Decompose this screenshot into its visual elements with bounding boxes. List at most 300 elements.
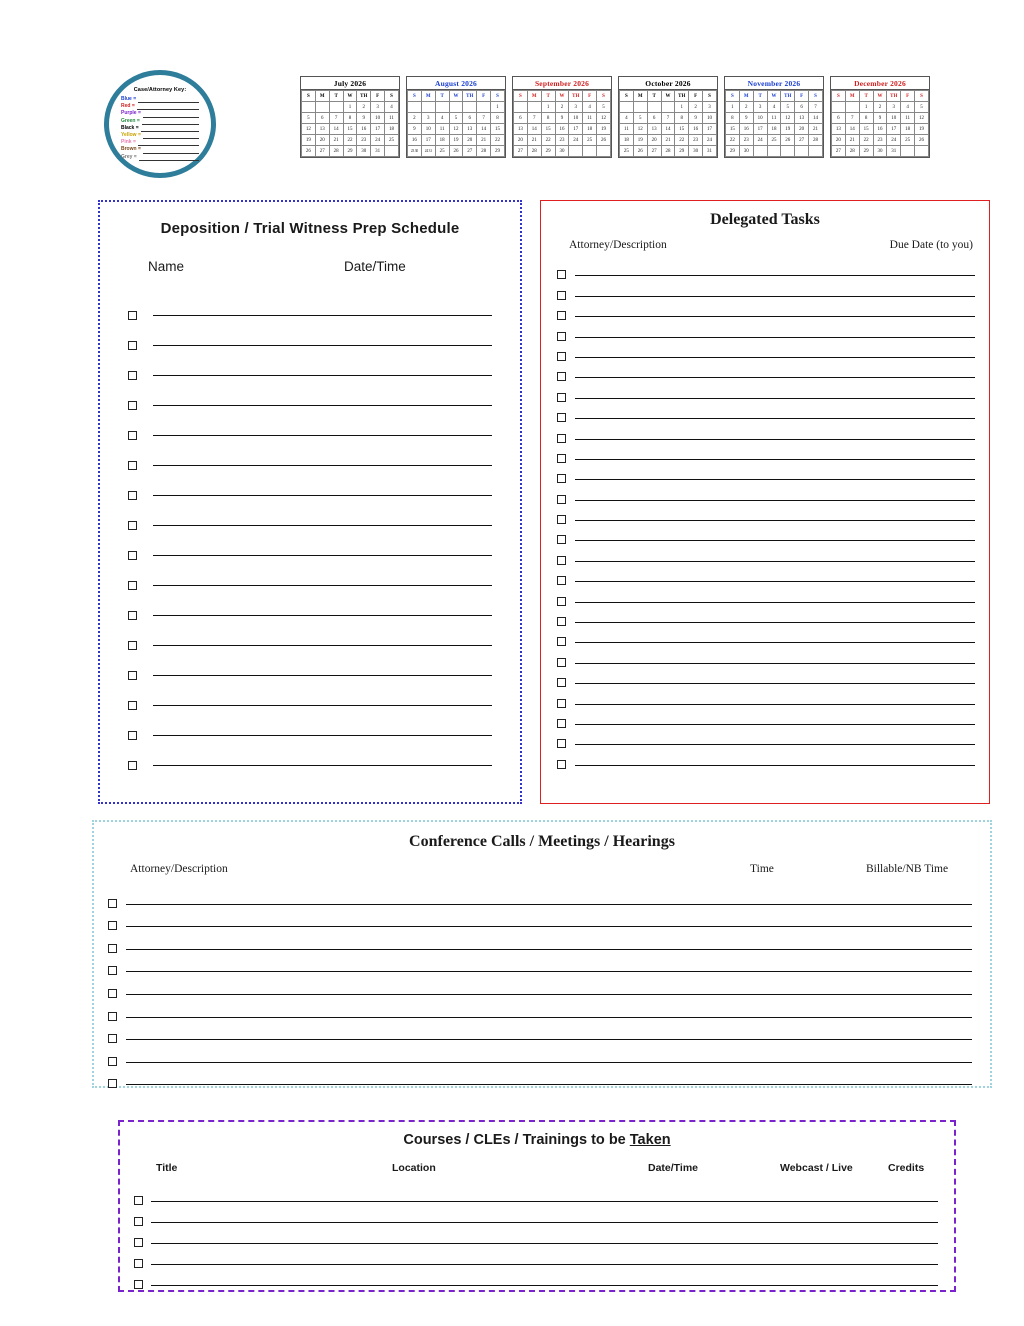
calendar-day-cell[interactable]: 30 — [873, 146, 887, 157]
write-in-line[interactable] — [126, 1062, 972, 1063]
calendar-day-cell[interactable] — [421, 102, 435, 113]
calendar-day-cell[interactable]: 25 — [901, 135, 915, 146]
checkbox[interactable] — [128, 311, 137, 320]
calendar-day-cell[interactable] — [753, 146, 767, 157]
calendar-day-cell[interactable]: 2 — [357, 102, 371, 113]
checkbox[interactable] — [557, 637, 566, 646]
checkbox[interactable] — [108, 1057, 117, 1066]
calendar-day-cell[interactable] — [449, 102, 463, 113]
calendar-day-cell[interactable] — [901, 146, 915, 157]
calendar-day-cell[interactable]: 1 — [541, 102, 555, 113]
calendar-day-cell[interactable]: 26 — [633, 146, 647, 157]
checkbox[interactable] — [557, 597, 566, 606]
calendar-day-cell[interactable]: 6 — [647, 113, 661, 124]
calendar-day-cell[interactable]: 23 — [357, 135, 371, 146]
write-in-line[interactable] — [575, 765, 975, 766]
write-in-line[interactable] — [575, 704, 975, 705]
write-in-line[interactable] — [575, 622, 975, 623]
calendar-day-cell[interactable]: 7 — [527, 113, 541, 124]
calendar-day-cell[interactable]: 29 — [491, 146, 505, 157]
write-in-line[interactable] — [153, 555, 492, 556]
calendar-day-cell[interactable]: 29 — [541, 146, 555, 157]
calendar-day-cell[interactable]: 16 — [689, 124, 703, 135]
calendar-day-cell[interactable] — [569, 146, 583, 157]
calendar-day-cell[interactable]: 25 — [767, 135, 781, 146]
write-in-line[interactable] — [575, 479, 975, 480]
calendar-day-cell[interactable] — [633, 102, 647, 113]
calendar-day-cell[interactable]: 9 — [408, 124, 422, 135]
checkbox[interactable] — [108, 944, 117, 953]
calendar-day-cell[interactable]: 24 — [753, 135, 767, 146]
calendar-day-cell[interactable]: 9 — [873, 113, 887, 124]
calendar-day-cell[interactable] — [315, 102, 329, 113]
calendar-day-cell[interactable]: 16 — [555, 124, 569, 135]
calendar-day-cell[interactable]: 8 — [491, 113, 505, 124]
calendar-day-cell[interactable] — [583, 146, 597, 157]
calendar-day-cell[interactable]: 6 — [315, 113, 329, 124]
calendar-day-cell[interactable] — [661, 102, 675, 113]
calendar-day-cell[interactable]: 27 — [514, 146, 528, 157]
calendar-day-cell[interactable]: 16 — [739, 124, 753, 135]
calendar-day-cell[interactable]: 25 — [583, 135, 597, 146]
calendar-day-cell[interactable]: 1 — [859, 102, 873, 113]
calendar-day-cell[interactable]: 31 — [887, 146, 901, 157]
calendar-day-cell[interactable]: 12 — [915, 113, 929, 124]
calendar-day-cell[interactable]: 6 — [795, 102, 809, 113]
calendar-day-cell[interactable]: 4 — [583, 102, 597, 113]
write-in-line[interactable] — [126, 949, 972, 950]
checkbox[interactable] — [557, 515, 566, 524]
write-in-line[interactable] — [153, 315, 492, 316]
calendar-day-cell[interactable] — [620, 102, 634, 113]
calendar-day-cell[interactable]: 13 — [795, 113, 809, 124]
calendar-day-cell[interactable]: 8 — [726, 113, 740, 124]
calendar-day-cell[interactable] — [385, 146, 399, 157]
calendar-day-cell[interactable]: 16 — [408, 135, 422, 146]
checkbox[interactable] — [128, 521, 137, 530]
checkbox[interactable] — [557, 617, 566, 626]
checkbox[interactable] — [108, 966, 117, 975]
checkbox[interactable] — [557, 719, 566, 728]
calendar-day-cell[interactable]: 5 — [302, 113, 316, 124]
checkbox[interactable] — [128, 491, 137, 500]
checkbox[interactable] — [557, 739, 566, 748]
calendar-day-cell[interactable]: 19 — [302, 135, 316, 146]
calendar-day-cell[interactable]: 18 — [767, 124, 781, 135]
calendar-day-cell[interactable]: 1 — [675, 102, 689, 113]
checkbox[interactable] — [134, 1238, 143, 1247]
write-in-line[interactable] — [153, 765, 492, 766]
write-in-line[interactable] — [575, 275, 975, 276]
calendar-day-cell[interactable]: 9 — [739, 113, 753, 124]
write-in-line[interactable] — [575, 540, 975, 541]
checkbox[interactable] — [557, 658, 566, 667]
calendar-day-cell[interactable]: 22 — [675, 135, 689, 146]
calendar-day-cell[interactable]: 15 — [859, 124, 873, 135]
calendar-day-cell[interactable]: 19 — [915, 124, 929, 135]
calendar-day-cell[interactable]: 4 — [620, 113, 634, 124]
calendar-day-cell[interactable]: 28 — [329, 146, 343, 157]
calendar-day-cell[interactable]: 5 — [449, 113, 463, 124]
calendar-day-cell[interactable] — [329, 102, 343, 113]
write-in-line[interactable] — [151, 1285, 938, 1286]
calendar-day-cell[interactable]: 4 — [435, 113, 449, 124]
calendar-day-cell[interactable]: 2 — [739, 102, 753, 113]
calendar-day-cell[interactable]: 26 — [915, 135, 929, 146]
write-in-line[interactable] — [153, 735, 492, 736]
calendar-day-cell[interactable]: 13 — [514, 124, 528, 135]
write-in-line[interactable] — [151, 1264, 938, 1265]
calendar-day-cell[interactable]: 17 — [703, 124, 717, 135]
calendar-day-cell[interactable]: 8 — [675, 113, 689, 124]
checkbox[interactable] — [128, 551, 137, 560]
calendar-day-cell[interactable]: 12 — [597, 113, 611, 124]
calendar-day-cell[interactable] — [915, 146, 929, 157]
calendar-day-cell[interactable]: 3 — [887, 102, 901, 113]
calendar-day-cell[interactable]: 14 — [329, 124, 343, 135]
write-in-line[interactable] — [575, 581, 975, 582]
calendar-day-cell[interactable]: 12 — [781, 113, 795, 124]
checkbox[interactable] — [557, 372, 566, 381]
calendar-day-cell[interactable] — [845, 102, 859, 113]
checkbox[interactable] — [557, 678, 566, 687]
checkbox[interactable] — [557, 413, 566, 422]
checkbox[interactable] — [557, 474, 566, 483]
calendar-day-cell[interactable]: 19 — [633, 135, 647, 146]
calendar-day-cell[interactable]: 27 — [647, 146, 661, 157]
write-in-line[interactable] — [151, 1222, 938, 1223]
calendar-day-cell[interactable]: 10 — [371, 113, 385, 124]
calendar-day-cell[interactable] — [647, 102, 661, 113]
calendar-day-cell[interactable]: 17 — [371, 124, 385, 135]
calendar-day-cell[interactable]: 24 — [569, 135, 583, 146]
calendar-day-cell[interactable]: 6 — [514, 113, 528, 124]
write-in-line[interactable] — [575, 561, 975, 562]
calendar-day-cell[interactable]: 8 — [343, 113, 357, 124]
calendar-day-cell[interactable]: 4 — [901, 102, 915, 113]
calendar-day-cell[interactable]: 21 — [845, 135, 859, 146]
write-in-line[interactable] — [575, 683, 975, 684]
calendar-day-cell[interactable] — [527, 102, 541, 113]
checkbox[interactable] — [134, 1217, 143, 1226]
calendar-day-cell[interactable]: 23 — [739, 135, 753, 146]
calendar-day-cell[interactable]: 17 — [753, 124, 767, 135]
write-in-line[interactable] — [126, 994, 972, 995]
write-in-line[interactable] — [153, 495, 492, 496]
calendar-day-cell[interactable]: 29 — [675, 146, 689, 157]
calendar-day-cell[interactable]: 16 — [873, 124, 887, 135]
write-in-line[interactable] — [126, 1039, 972, 1040]
calendar-day-cell[interactable]: 22 — [859, 135, 873, 146]
calendar-day-cell[interactable]: 11 — [901, 113, 915, 124]
checkbox[interactable] — [557, 291, 566, 300]
calendar-day-cell[interactable]: 21 — [809, 124, 823, 135]
checkbox[interactable] — [557, 535, 566, 544]
calendar-day-cell[interactable]: 15 — [343, 124, 357, 135]
checkbox[interactable] — [134, 1280, 143, 1289]
write-in-line[interactable] — [575, 642, 975, 643]
write-in-line[interactable] — [153, 645, 492, 646]
write-in-line[interactable] — [575, 316, 975, 317]
calendar-day-cell[interactable]: 19 — [449, 135, 463, 146]
write-in-line[interactable] — [151, 1201, 938, 1202]
write-in-line[interactable] — [153, 405, 492, 406]
calendar-day-cell[interactable]: 28 — [477, 146, 491, 157]
write-in-line[interactable] — [575, 337, 975, 338]
calendar-day-cell[interactable]: 3 — [753, 102, 767, 113]
calendar-day-cell[interactable]: 20 — [832, 135, 846, 146]
calendar-day-cell[interactable]: 1 — [726, 102, 740, 113]
calendar-day-cell[interactable]: 22 — [343, 135, 357, 146]
calendar-day-cell[interactable] — [302, 102, 316, 113]
calendar-day-cell[interactable]: 18 — [435, 135, 449, 146]
calendar-day-cell[interactable]: 14 — [527, 124, 541, 135]
calendar-day-cell[interactable]: 3 — [421, 113, 435, 124]
calendar-day-cell[interactable]: 11 — [620, 124, 634, 135]
calendar-day-cell[interactable]: 27 — [795, 135, 809, 146]
calendar-day-cell[interactable]: 11 — [767, 113, 781, 124]
calendar-day-cell[interactable]: 23 — [873, 135, 887, 146]
calendar-day-cell[interactable]: 19 — [597, 124, 611, 135]
calendar-day-cell[interactable]: 26 — [597, 135, 611, 146]
checkbox[interactable] — [108, 1034, 117, 1043]
calendar-day-cell[interactable]: 31 — [703, 146, 717, 157]
checkbox[interactable] — [557, 495, 566, 504]
checkbox[interactable] — [557, 393, 566, 402]
calendar-day-cell[interactable]: 14 — [809, 113, 823, 124]
checkbox[interactable] — [128, 641, 137, 650]
calendar-day-cell[interactable]: 13 — [832, 124, 846, 135]
calendar-day-cell[interactable]: 28 — [661, 146, 675, 157]
write-in-line[interactable] — [151, 1243, 938, 1244]
calendar-day-cell[interactable]: 6 — [463, 113, 477, 124]
calendar-day-cell[interactable]: 21 — [477, 135, 491, 146]
calendar-day-cell[interactable]: 30 — [739, 146, 753, 157]
calendar-day-cell[interactable] — [477, 102, 491, 113]
write-in-line[interactable] — [153, 675, 492, 676]
calendar-day-cell[interactable]: 25 — [435, 146, 449, 157]
calendar-day-cell[interactable]: 9 — [357, 113, 371, 124]
write-in-line[interactable] — [575, 500, 975, 501]
checkbox[interactable] — [108, 921, 117, 930]
calendar-day-cell[interactable]: 12 — [633, 124, 647, 135]
write-in-line[interactable] — [575, 520, 975, 521]
checkbox[interactable] — [557, 311, 566, 320]
calendar-day-cell[interactable]: 18 — [620, 135, 634, 146]
calendar-day-cell[interactable]: 4 — [767, 102, 781, 113]
checkbox[interactable] — [557, 454, 566, 463]
calendar-day-cell[interactable]: 14 — [845, 124, 859, 135]
checkbox[interactable] — [108, 1012, 117, 1021]
calendar-day-cell[interactable]: 14 — [477, 124, 491, 135]
calendar-day-cell[interactable]: 24 — [703, 135, 717, 146]
calendar-day-cell[interactable] — [809, 146, 823, 157]
calendar-day-cell[interactable]: 20 — [795, 124, 809, 135]
calendar-day-cell[interactable]: 9 — [555, 113, 569, 124]
calendar-day-cell[interactable] — [795, 146, 809, 157]
checkbox[interactable] — [557, 576, 566, 585]
calendar-day-cell[interactable] — [767, 146, 781, 157]
write-in-line[interactable] — [153, 615, 492, 616]
calendar-day-cell[interactable]: 12 — [302, 124, 316, 135]
calendar-day-cell[interactable]: 5 — [633, 113, 647, 124]
checkbox[interactable] — [108, 899, 117, 908]
calendar-day-cell[interactable]: 23 — [555, 135, 569, 146]
checkbox[interactable] — [557, 332, 566, 341]
calendar-day-cell[interactable]: 7 — [477, 113, 491, 124]
calendar-day-cell[interactable]: 4 — [385, 102, 399, 113]
write-in-line[interactable] — [126, 904, 972, 905]
calendar-day-cell[interactable] — [463, 102, 477, 113]
checkbox[interactable] — [134, 1259, 143, 1268]
checkbox[interactable] — [128, 341, 137, 350]
calendar-day-cell[interactable]: 20 — [514, 135, 528, 146]
calendar-day-cell[interactable]: 30 — [357, 146, 371, 157]
write-in-line[interactable] — [126, 926, 972, 927]
calendar-day-cell[interactable]: 13 — [647, 124, 661, 135]
checkbox[interactable] — [128, 611, 137, 620]
write-in-line[interactable] — [575, 296, 975, 297]
calendar-day-cell[interactable]: 18 — [583, 124, 597, 135]
calendar-day-cell[interactable]: 25 — [385, 135, 399, 146]
calendar-day-cell[interactable]: 17 — [887, 124, 901, 135]
calendar-day-cell[interactable]: 5 — [597, 102, 611, 113]
write-in-line[interactable] — [575, 357, 975, 358]
calendar-day-cell[interactable]: 21 — [329, 135, 343, 146]
checkbox[interactable] — [128, 671, 137, 680]
calendar-day-cell[interactable] — [514, 102, 528, 113]
calendar-day-cell[interactable]: 11 — [385, 113, 399, 124]
checkbox[interactable] — [108, 989, 117, 998]
calendar-day-cell[interactable]: 2 — [555, 102, 569, 113]
calendar-day-cell[interactable]: 24 31 — [421, 146, 435, 157]
checkbox[interactable] — [557, 760, 566, 769]
calendar-day-cell[interactable]: 3 — [569, 102, 583, 113]
calendar-day-cell[interactable]: 22 — [726, 135, 740, 146]
checkbox[interactable] — [134, 1196, 143, 1205]
calendar-day-cell[interactable]: 25 — [620, 146, 634, 157]
write-in-line[interactable] — [575, 663, 975, 664]
write-in-line[interactable] — [126, 1017, 972, 1018]
checkbox[interactable] — [108, 1079, 117, 1088]
calendar-day-cell[interactable]: 28 — [527, 146, 541, 157]
calendar-day-cell[interactable]: 18 — [901, 124, 915, 135]
write-in-line[interactable] — [575, 418, 975, 419]
write-in-line[interactable] — [153, 435, 492, 436]
write-in-line[interactable] — [575, 439, 975, 440]
calendar-day-cell[interactable]: 14 — [661, 124, 675, 135]
calendar-day-cell[interactable]: 30 — [555, 146, 569, 157]
calendar-day-cell[interactable]: 11 — [583, 113, 597, 124]
calendar-day-cell[interactable]: 24 — [887, 135, 901, 146]
calendar-day-cell[interactable]: 15 — [491, 124, 505, 135]
write-in-line[interactable] — [126, 971, 972, 972]
calendar-day-cell[interactable]: 10 — [421, 124, 435, 135]
calendar-day-cell[interactable]: 2 — [689, 102, 703, 113]
checkbox[interactable] — [128, 761, 137, 770]
calendar-day-cell[interactable]: 10 — [887, 113, 901, 124]
calendar-day-cell[interactable]: 2 — [408, 113, 422, 124]
checkbox[interactable] — [128, 701, 137, 710]
checkbox[interactable] — [557, 434, 566, 443]
calendar-day-cell[interactable]: 26 — [302, 146, 316, 157]
calendar-day-cell[interactable]: 13 — [315, 124, 329, 135]
calendar-day-cell[interactable]: 20 — [647, 135, 661, 146]
calendar-day-cell[interactable] — [832, 102, 846, 113]
calendar-day-cell[interactable]: 12 — [449, 124, 463, 135]
calendar-day-cell[interactable]: 28 — [845, 146, 859, 157]
calendar-day-cell[interactable] — [781, 146, 795, 157]
calendar-day-cell[interactable]: 21 — [661, 135, 675, 146]
calendar-day-cell[interactable]: 22 — [491, 135, 505, 146]
calendar-day-cell[interactable]: 26 — [449, 146, 463, 157]
checkbox[interactable] — [128, 581, 137, 590]
calendar-day-cell[interactable]: 10 — [753, 113, 767, 124]
write-in-line[interactable] — [153, 585, 492, 586]
calendar-day-cell[interactable]: 5 — [915, 102, 929, 113]
calendar-day-cell[interactable]: 27 — [832, 146, 846, 157]
checkbox[interactable] — [128, 461, 137, 470]
calendar-day-cell[interactable]: 10 — [703, 113, 717, 124]
checkbox[interactable] — [557, 699, 566, 708]
calendar-day-cell[interactable]: 8 — [859, 113, 873, 124]
calendar-day-cell[interactable]: 7 — [661, 113, 675, 124]
calendar-day-cell[interactable]: 7 — [809, 102, 823, 113]
write-in-line[interactable] — [153, 375, 492, 376]
calendar-day-cell[interactable]: 15 — [726, 124, 740, 135]
calendar-day-cell[interactable]: 29 — [343, 146, 357, 157]
calendar-day-cell[interactable]: 17 — [569, 124, 583, 135]
calendar-day-cell[interactable]: 15 — [541, 124, 555, 135]
write-in-line[interactable] — [153, 465, 492, 466]
calendar-day-cell[interactable]: 7 — [845, 113, 859, 124]
calendar-day-cell[interactable]: 3 — [371, 102, 385, 113]
checkbox[interactable] — [128, 431, 137, 440]
calendar-day-cell[interactable]: 20 — [315, 135, 329, 146]
write-in-line[interactable] — [575, 602, 975, 603]
calendar-day-cell[interactable]: 9 — [689, 113, 703, 124]
write-in-line[interactable] — [575, 724, 975, 725]
calendar-day-cell[interactable]: 29 — [859, 146, 873, 157]
calendar-day-cell[interactable] — [408, 102, 422, 113]
calendar-day-cell[interactable]: 23 30 — [408, 146, 422, 157]
write-in-line[interactable] — [153, 705, 492, 706]
calendar-day-cell[interactable]: 26 — [781, 135, 795, 146]
calendar-day-cell[interactable]: 16 — [357, 124, 371, 135]
write-in-line[interactable] — [575, 459, 975, 460]
write-in-line[interactable] — [575, 377, 975, 378]
calendar-day-cell[interactable]: 7 — [329, 113, 343, 124]
calendar-day-cell[interactable]: 27 — [315, 146, 329, 157]
calendar-day-cell[interactable]: 20 — [463, 135, 477, 146]
write-in-line[interactable] — [126, 1084, 972, 1085]
calendar-day-cell[interactable]: 1 — [491, 102, 505, 113]
calendar-day-cell[interactable]: 10 — [569, 113, 583, 124]
calendar-day-cell[interactable]: 18 — [385, 124, 399, 135]
write-in-line[interactable] — [575, 744, 975, 745]
calendar-day-cell[interactable]: 17 — [421, 135, 435, 146]
calendar-day-cell[interactable]: 2 — [873, 102, 887, 113]
calendar-day-cell[interactable]: 22 — [541, 135, 555, 146]
checkbox[interactable] — [128, 731, 137, 740]
calendar-day-cell[interactable]: 21 — [527, 135, 541, 146]
calendar-day-cell[interactable]: 27 — [463, 146, 477, 157]
checkbox[interactable] — [557, 352, 566, 361]
calendar-day-cell[interactable]: 31 — [371, 146, 385, 157]
calendar-day-cell[interactable]: 1 — [343, 102, 357, 113]
calendar-day-cell[interactable]: 30 — [689, 146, 703, 157]
checkbox[interactable] — [557, 556, 566, 565]
